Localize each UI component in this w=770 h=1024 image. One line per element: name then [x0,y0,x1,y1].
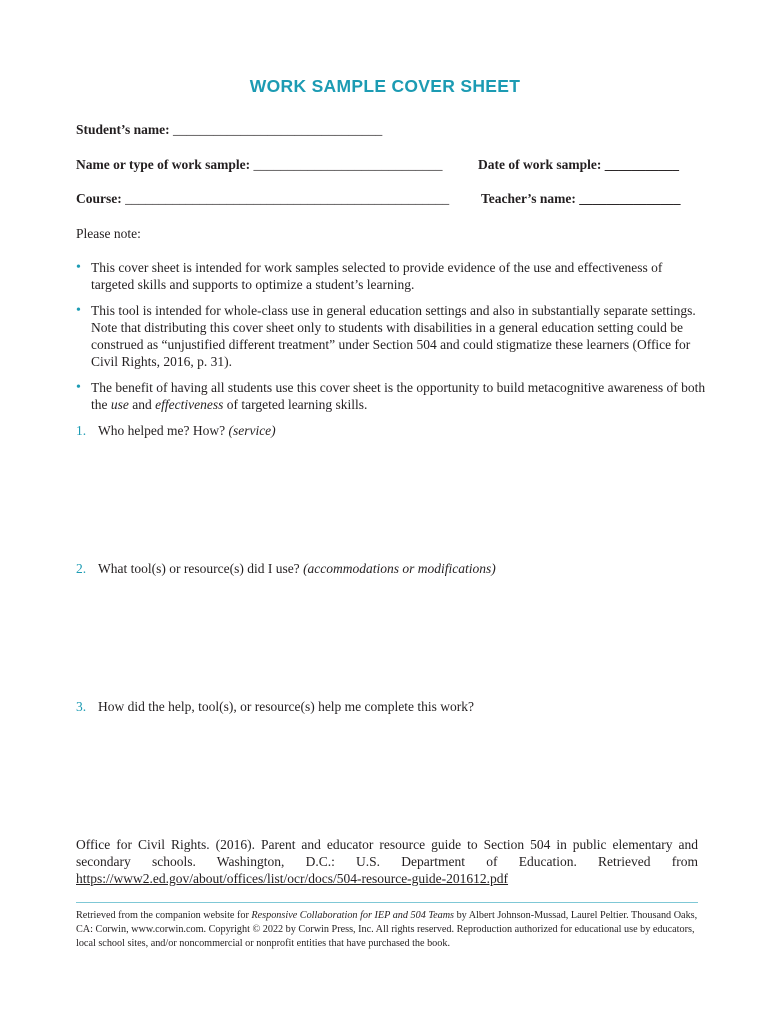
teacher-label: Teacher’s name: [481,191,576,206]
bullet-item [76,302,706,370]
page-title: WORK SAMPLE COVER SHEET [249,76,521,96]
question-text: How did the help, tool(s), or resource(s) help me complete this work? [98,699,475,714]
course-label: Course: [76,191,122,206]
question-number: 3. [76,699,87,714]
bullet-dot-icon: • [76,260,81,275]
work-sample-name-label: Name or type of work sample: [76,157,251,172]
date-blank[interactable]: ___________ [604,157,679,172]
question-hint: (service) [228,423,276,438]
footer-notice: Retrieved from the companion website for Responsive Collaboration for IEP and 504 Teams by Albert Johnson-Mussad, Laurel Peltier. Thousand Oaks, CA: Corwin, www.corwin.com. Copyright © 2022 by Corwin Press, Inc. All rights reserved. Reproduction authorized for educational use by educators, local school sites, and/or noncommercial or nonprofit entities that have purchased the book. [76,910,698,949]
course-blank[interactable]: ________________________________________________ [125,191,450,206]
question-2 [76,561,496,577]
bullet-text: This cover sheet is intended for work samples selected to provide evidence of the use and effectiveness of targeted skills and supports to optimize a student’s learning. [91,260,663,292]
student-name-field[interactable] [76,122,382,138]
bullet-dot-icon: • [76,380,81,395]
bullet-dot-icon: • [76,303,81,318]
student-name-blank[interactable]: _______________________________ [173,122,383,137]
question-text: Who helped me? How? [98,423,229,438]
question-number: 2. [76,561,87,576]
reference-citation [76,836,698,887]
bullet-text: This tool is intended for whole-class use in general education settings and also in substantially separate settings. Note that distributing this cover sheet only to students with disabilities in a general education setting could be construed as “unjustified different treatment” under Section 504 and could stigmatize these learners (Office for Civil Rights, 2016, p. 31). [91,303,696,369]
date-label: Date of work sample: [478,157,602,172]
question-hint: (accommodations or modifications) [303,561,496,576]
date-field[interactable] [478,157,679,173]
teacher-field[interactable] [481,191,680,207]
question-text: What tool(s) or resource(s) did I use? [98,561,304,576]
question-number: 1. [76,423,87,438]
book-title: Responsive Collaboration for IEP and 504 Teams [251,910,455,921]
footer-divider [76,902,698,903]
question-1 [76,423,276,439]
student-name-label: Student’s name: [76,122,170,137]
reference-link[interactable]: https://www2.ed.gov/about/offices/list/ocr/docs/504-resource-guide-201612.pdf [76,871,509,886]
course-field[interactable] [76,191,449,207]
teacher-blank[interactable]: _______________ [579,191,681,206]
work-sample-name-field[interactable] [76,157,442,173]
question-3 [76,699,474,715]
note-label: Please note: [76,226,141,241]
reference-text: Office for Civil Rights. (2016). Parent and educator resource guide to Section 504 in public elementary and secondary schools. Washington, D.C.: U.S. Department of Education. Retrieved from [76,837,698,869]
bullet-item [76,379,706,413]
bullet-item [76,259,706,293]
bullet-text: The benefit of having all students use this cover sheet is the opportunity to build metacognitive awareness of both the use and effectiveness of targeted learning skills. [91,380,706,412]
work-sample-name-blank[interactable]: ____________________________ [253,157,443,172]
